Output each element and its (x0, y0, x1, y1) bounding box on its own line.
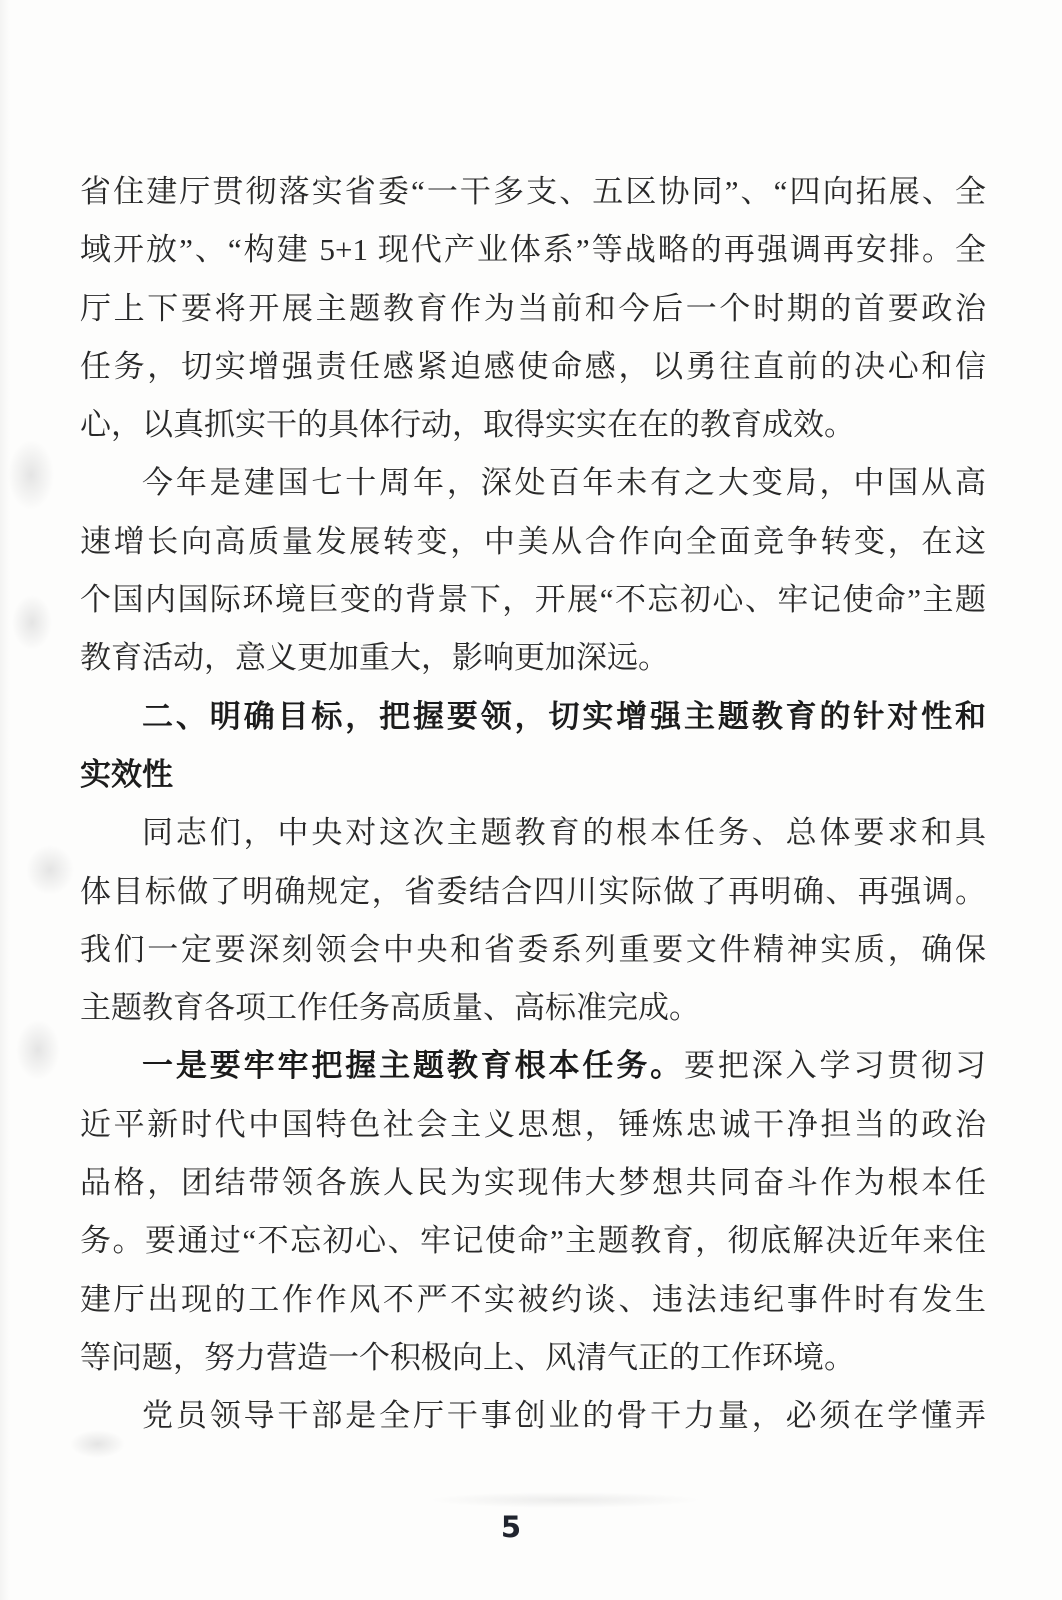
scan-artifact (430, 1492, 700, 1508)
text-line: 个国内国际环境巨变的背景下，开展“不忘初心、牢记使命”主题 (80, 582, 986, 618)
text-line: 速增长向高质量发展转变，中美从合作向全面竞争转变，在这 (80, 523, 986, 559)
text-line: 党员领导干部是全厅干事创业的骨干力量，必须在学懂弄 (142, 1398, 986, 1434)
text-line: 今年是建国七十周年，深处百年未有之大变局，中国从高 (142, 465, 986, 501)
text-line: 厅上下要将开展主题教育作为当前和今后一个时期的首要政治 (80, 290, 986, 326)
text-line: 同志们，中央对这次主题教育的根本任务、总体要求和具 (142, 815, 986, 851)
body-text (80, 163, 986, 1446)
scan-artifact (16, 1020, 60, 1080)
scan-artifact (12, 595, 52, 650)
section-heading-line: 实效性 (80, 756, 173, 792)
scan-artifact (8, 440, 54, 510)
text-line: 心，以真抓实干的具体行动，取得实实在在的教育成效。 (80, 407, 855, 443)
section-heading-line: 二、明确目标，把握要领，切实增强主题教育的针对性和 (142, 698, 986, 734)
text-line: 品格，团结带领各族人民为实现伟大梦想共同奋斗作为根本任 (80, 1165, 986, 1201)
scan-edge-shade (0, 0, 10, 1600)
text-line: 省住建厅贯彻落实省委“一干多支、五区协同”、“四向拓展、全 (80, 174, 986, 209)
bold-lead-line (80, 1037, 986, 1095)
text-line: 建厅出现的工作作风不严不实被约谈、违法违纪事件时有发生 (80, 1281, 986, 1317)
text-line: 教育活动，意义更加重大，影响更加深远。 (80, 640, 669, 676)
text-line: 等问题，努力营造一个积极向上、风清气正的工作环境。 (80, 1339, 855, 1375)
text-line: 体目标做了明确规定，省委结合四川实际做了再明确、再强调。 (80, 873, 986, 909)
scan-artifact (26, 845, 74, 895)
text-line: 主题教育各项工作任务高质量、高标准完成。 (80, 990, 700, 1026)
text-line: 务。要通过“不忘初心、牢记使命”主题教育，彻底解决近年来住 (80, 1223, 986, 1259)
bold-lead-text: 一是要牢牢把握主题教育根本任务。 (142, 1048, 684, 1084)
text-line: 域开放”、“构建 5+1 现代产业体系”等战略的再强调再安排。全 (80, 232, 986, 268)
text-line: 近平新时代中国特色社会主义思想，锤炼忠诚干净担当的政治 (80, 1106, 986, 1142)
lead-rest-text: 要把深入学习贯彻习 (684, 1048, 986, 1084)
page-number: 5 (500, 1510, 522, 1544)
text-line: 任务，切实增强责任感紧迫感使命感，以勇往直前的决心和信 (80, 348, 986, 384)
text-line: 我们一定要深刻领会中央和省委系列重要文件精神实质，确保 (80, 931, 986, 967)
